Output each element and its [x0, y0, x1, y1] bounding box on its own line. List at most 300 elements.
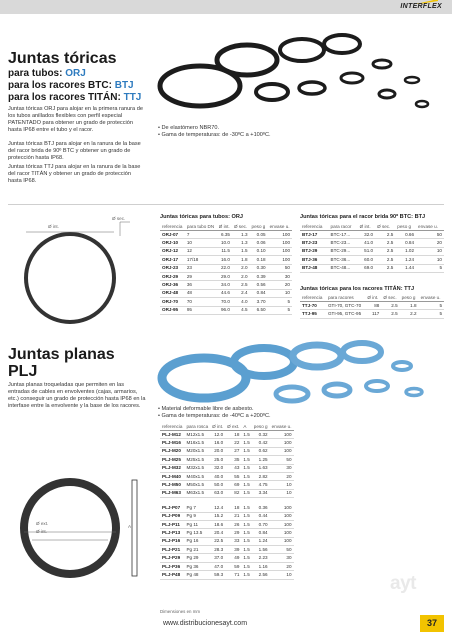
section2-para: Juntas planas troqueladas que permiten en las entradas de cables en envolventes (cajas, armarios, etc.) conseguir un grado de protección hasta IP68 en la interfase entre la envolvente y la base de los racores. [8, 382, 146, 409]
table-cell: 70 [185, 298, 217, 306]
table-cell: 82 [225, 489, 241, 497]
col-header: envase u. [268, 224, 292, 231]
table-cell: 33 [225, 537, 241, 545]
col-header: peso g [253, 424, 268, 429]
table-cell: 30 [270, 464, 294, 472]
table-cell: 16.0 [217, 256, 232, 264]
table-cell: 20 [268, 281, 292, 289]
company-logo: ayt [390, 573, 416, 594]
plj-table-body [160, 431, 294, 580]
col-header: para rosca [186, 424, 209, 429]
table-cell: 1.3 [232, 231, 250, 239]
table-cell: M63x1.5 [184, 489, 210, 497]
table-row [300, 256, 444, 264]
table-cell: 29 [225, 529, 241, 537]
table-cell: BTC-36... [329, 256, 358, 264]
table-cell: 27 [225, 447, 241, 455]
cell-reference: PLJ-P11 [160, 520, 184, 528]
table-cell: 10 [270, 481, 294, 489]
cell-reference: PLJ-M20 [160, 447, 184, 455]
feature-item: • Gama de temperaturas: de -30ºC a +100ºC. [158, 132, 358, 139]
table-cell: 22.0 [217, 264, 232, 272]
col-header: peso g [250, 224, 268, 231]
cell-reference: TTJ-95 [300, 310, 326, 318]
table-cell: 95 [185, 306, 217, 314]
table-cell: M20x1.5 [184, 447, 210, 455]
table-cell: 1.3 [232, 239, 250, 247]
table-cell: 88 [365, 302, 381, 310]
table-cell: 23 [185, 264, 217, 272]
table-cell: 1.5 [241, 529, 251, 537]
table-row [160, 298, 292, 306]
col-header: envase u. [416, 224, 444, 231]
table-cell: M40x1.5 [184, 472, 210, 480]
section1-para-ttj: Juntas tóricas TTJ para alojar en la ranura de la base del racor TITÁN y obtener un grado de protección hasta IP68. [8, 164, 141, 184]
table-cell: 0.36 [252, 504, 270, 512]
table-cell: 2.5 [375, 231, 395, 239]
table-cell: 3.70 [250, 298, 268, 306]
table-cell: 0.42 [252, 439, 270, 447]
table-cell: 12.0 [210, 431, 225, 439]
col-header: Ø int. [358, 224, 375, 231]
table-cell: 10 [270, 571, 294, 579]
table-cell: 44.6 [217, 289, 232, 297]
table-cell: 70.0 [217, 298, 232, 306]
table-cell: 4.5 [232, 306, 250, 314]
table-row [300, 302, 444, 310]
cell-reference: PLJ-M12 [160, 431, 184, 439]
table-cell: 1.56 [252, 546, 270, 554]
oring-diagram [8, 212, 148, 332]
table-cell: 29 [185, 272, 217, 280]
table-cell: 4.0 [232, 298, 250, 306]
cell-reference: ORJ-29 [160, 272, 185, 280]
cell-reference: ORJ-95 [160, 306, 185, 314]
table-cell: 0.84 [252, 529, 270, 537]
table-cell: Pg 11 [184, 520, 210, 528]
col-header: envase u. [271, 424, 292, 429]
table-cell: 39 [225, 546, 241, 554]
cell-reference: PLJ-M16 [160, 439, 184, 447]
table-cell: 21 [225, 512, 241, 520]
table-cell: 2.5 [381, 302, 399, 310]
col-header: referencia [300, 224, 329, 231]
table-cell: 60.0 [358, 256, 375, 264]
table-cell: 12 [185, 247, 217, 255]
table-cell: 117 [365, 310, 381, 318]
table-row [160, 256, 292, 264]
flat-gaskets-photo [152, 328, 442, 412]
table-cell: 50 [270, 546, 294, 554]
table-row [160, 306, 292, 314]
section1-sub-btj: para los racores BTC: BTJ [8, 80, 134, 91]
cell-reference: PLJ-P48 [160, 571, 184, 579]
table-cell: 100 [268, 239, 292, 247]
table-cell: 18 [225, 431, 241, 439]
dim-int-label: Ø int. [48, 224, 59, 229]
table-row [160, 464, 294, 472]
table-cell: 2.4 [232, 289, 250, 297]
table-cell: 1.5 [241, 439, 251, 447]
table-cell: M12x1.5 [184, 431, 210, 439]
cell-reference: PLJ-M25 [160, 456, 184, 464]
table-cell: 1.5 [232, 247, 250, 255]
col-header: referencia [300, 295, 326, 302]
ttj-table-body [300, 302, 444, 319]
table-cell: 50.0 [210, 481, 225, 489]
table-cell: 3.34 [252, 489, 270, 497]
table-row [160, 481, 294, 489]
table-cell: 2.5 [375, 264, 395, 272]
section1-title: Juntas tóricas [8, 50, 117, 67]
table-cell: 1.5 [241, 554, 251, 562]
table-cell: 1.5 [241, 546, 251, 554]
cell-reference: PLJ-P36 [160, 562, 184, 570]
table-cell: 40.0 [210, 472, 225, 480]
cell-reference: PLJ-M63 [160, 489, 184, 497]
dim-int-label: Ø int. [36, 529, 47, 534]
table-cell: 1.8 [232, 256, 250, 264]
footer-url-link[interactable]: www.distribucionesayt.com [163, 620, 248, 627]
table-cell: 36 [185, 281, 217, 289]
table-cell: 59.3 [210, 571, 225, 579]
table-cell: 0.10 [250, 247, 268, 255]
table-row [160, 289, 292, 297]
table-row [160, 447, 294, 455]
cell-reference: ORJ-36 [160, 281, 185, 289]
btj-table [300, 224, 444, 273]
plj-table [160, 424, 294, 580]
table-row [160, 264, 292, 272]
cell-reference: ORJ-70 [160, 298, 185, 306]
table-cell: 1.5 [241, 464, 251, 472]
table-cell: BTC-17... [329, 231, 358, 239]
table-cell: 2.56 [252, 571, 270, 579]
table-cell: M50x1.5 [184, 481, 210, 489]
col-header: para racores [326, 295, 365, 302]
table-cell: M25x1.5 [184, 456, 210, 464]
table-cell: 2.2 [400, 310, 419, 318]
table-cell: 1.5 [241, 571, 251, 579]
cell-reference: ORJ-07 [160, 231, 185, 239]
cell-reference: BTJ-23 [300, 239, 329, 247]
table-cell: 96.0 [217, 306, 232, 314]
table-cell: 100 [268, 247, 292, 255]
table-cell: 1.5 [241, 447, 251, 455]
table-cell: M16x1.5 [184, 439, 210, 447]
table-cell: 1.24 [395, 256, 416, 264]
cell-reference: PLJ-P13 [160, 529, 184, 537]
table-cell: 55 [225, 472, 241, 480]
btj-table-title: Juntas tóricas para el racor brida 90º BTC: BTJ [300, 214, 426, 220]
btj-table-body [300, 231, 444, 273]
table-cell: GTI-95, GTC-95 [326, 310, 365, 318]
table-cell: Pg 48 [184, 571, 210, 579]
section2-title: Juntas planas [8, 346, 115, 363]
table-cell: 10 [270, 489, 294, 497]
feature-item: • Gama de temperaturas: de -40ºC a +200ºC. [158, 413, 358, 420]
table-cell: 1.25 [252, 456, 270, 464]
table-cell: 100 [270, 504, 294, 512]
table-row [300, 264, 444, 272]
feature-item: • De elastómero NBR70. [158, 125, 358, 132]
table-cell: 0.30 [250, 264, 268, 272]
table-cell: 17/18 [185, 256, 217, 264]
table-cell: 1.16 [252, 562, 270, 570]
table-row [160, 571, 294, 579]
table-cell: 1.02 [395, 247, 416, 255]
dimensions-note: Dimensiones en mm [160, 609, 201, 614]
table-cell: 41.0 [358, 239, 375, 247]
table-row [160, 562, 294, 570]
table-cell: 6.50 [250, 306, 268, 314]
table-cell: 0.84 [395, 239, 416, 247]
table-cell: 0.70 [252, 520, 270, 528]
table-row [160, 281, 292, 289]
table-row [160, 504, 294, 512]
table-cell: 1.5 [241, 504, 251, 512]
table-row [160, 512, 294, 520]
section1-sub-orj: para tubos: ORJ [8, 68, 86, 79]
brand-name: INTERFLEX [400, 3, 442, 10]
cell-reference: PLJ-P21 [160, 546, 184, 554]
table-cell: Pg 16 [184, 537, 210, 545]
table-cell: 5 [419, 302, 444, 310]
table-row [160, 554, 294, 562]
table-row [160, 431, 294, 439]
table-cell: 22.5 [210, 537, 225, 545]
table-cell: 29.0 [217, 272, 232, 280]
table-cell: 0.84 [250, 289, 268, 297]
table-cell: 10 [416, 247, 444, 255]
table-cell: 1.63 [252, 464, 270, 472]
table-row [160, 239, 292, 247]
ttj-table [300, 295, 444, 319]
table-cell: 35 [225, 456, 241, 464]
table-row [160, 546, 294, 554]
table-cell: 2.5 [375, 239, 395, 247]
table-cell: Pg 36 [184, 562, 210, 570]
col-header: para tubo DN [185, 224, 217, 231]
section1-para-btj: Juntas tóricas BTJ para alojar en la ranura de la base del racor brida de 90º BTC y obtener un grado de protección hasta IP68. [8, 141, 141, 161]
cell-reference: PLJ-P07 [160, 504, 184, 512]
table-cell: 32.0 [210, 464, 225, 472]
table-cell: 2.5 [375, 247, 395, 255]
table-cell: 49 [225, 554, 241, 562]
table-row [160, 520, 294, 528]
section1-sub-ttj: para los racores TITÁN: TTJ [8, 92, 142, 103]
section2-features [158, 406, 358, 420]
table-cell: 100 [270, 520, 294, 528]
table-cell: 0.66 [395, 231, 416, 239]
table-cell: Pg 21 [184, 546, 210, 554]
table-cell: 48 [185, 289, 217, 297]
table-cell: 1.5 [241, 472, 251, 480]
table-row [160, 529, 294, 537]
table-cell: 18 [225, 504, 241, 512]
table-cell: 71 [225, 571, 241, 579]
table-cell: 69.0 [358, 264, 375, 272]
cell-reference: TTJ-70 [300, 302, 326, 310]
cell-reference: PLJ-M40 [160, 472, 184, 480]
table-cell: BTC-48... [329, 264, 358, 272]
col-header: Ø int. [217, 224, 232, 231]
cell-reference: ORJ-48 [160, 289, 185, 297]
table-cell: 1.8 [400, 302, 419, 310]
table-cell: BTC-29... [329, 247, 358, 255]
col-header: referencia [162, 424, 183, 429]
col-header: peso g [395, 224, 416, 231]
table-cell: GTI-70, GTC-70 [326, 302, 365, 310]
table-cell: 5 [268, 298, 292, 306]
cell-reference: PLJ-M32 [160, 464, 184, 472]
table-row [160, 439, 294, 447]
table-row [300, 310, 444, 318]
header-bar [0, 0, 452, 14]
table-row [300, 239, 444, 247]
table-cell: 10 [416, 256, 444, 264]
flat-gasket-diagram [8, 428, 148, 598]
cell-reference: ORJ-12 [160, 247, 185, 255]
table-cell: 0.32 [252, 431, 270, 439]
table-cell: 16.0 [210, 439, 225, 447]
col-header: peso g [400, 295, 419, 302]
col-header: referencia [160, 224, 185, 231]
table-cell: 1.5 [241, 512, 251, 520]
table-cell: 1.5 [241, 520, 251, 528]
table-cell: 1.5 [241, 562, 251, 570]
table-cell: 50 [416, 231, 444, 239]
table-row [160, 272, 292, 280]
table-cell: 5 [416, 264, 444, 272]
table-cell: 18.6 [210, 520, 225, 528]
table-cell: 34.0 [217, 281, 232, 289]
table-cell: 10 [268, 289, 292, 297]
table-cell: Pg 29 [184, 554, 210, 562]
table-cell: 22 [225, 439, 241, 447]
orj-table-body [160, 231, 292, 315]
table-cell: 30 [270, 554, 294, 562]
table-cell: 4.75 [252, 481, 270, 489]
table-cell: 1.5 [241, 456, 251, 464]
table-cell: 0.39 [250, 272, 268, 280]
table-row [160, 537, 294, 545]
col-header: Ø int. [365, 295, 381, 302]
table-row [160, 247, 292, 255]
table-cell: 100 [270, 439, 294, 447]
table-cell: 20.4 [210, 529, 225, 537]
page-number: 37 [420, 615, 444, 632]
table-cell: Pg 13.5 [184, 529, 210, 537]
table-cell: 32.0 [358, 231, 375, 239]
table-cell: 0.18 [250, 256, 268, 264]
col-header: para racor [329, 224, 358, 231]
table-cell: 51.0 [358, 247, 375, 255]
table-cell: M32x1.5 [184, 464, 210, 472]
cell-reference: PLJ-M50 [160, 481, 184, 489]
table-cell: 26 [225, 520, 241, 528]
col-header: Ø ext. [227, 424, 240, 429]
table-cell: 20.0 [210, 447, 225, 455]
table-cell: 47.0 [210, 562, 225, 570]
dim-sec-label: Ø sec. [112, 216, 126, 221]
table-cell: 20 [270, 562, 294, 570]
table-cell: 10.0 [217, 239, 232, 247]
table-cell: 0.62 [252, 447, 270, 455]
table-cell: 12.4 [210, 504, 225, 512]
col-header: Ø sec. [232, 224, 250, 231]
table-cell: 63.0 [210, 489, 225, 497]
table-cell: 59 [225, 562, 241, 570]
table-cell: BTC-23... [329, 239, 358, 247]
table-cell: 50 [268, 264, 292, 272]
table-cell: 1.5 [241, 431, 251, 439]
cell-reference: ORJ-23 [160, 264, 185, 272]
table-cell: 2.23 [252, 554, 270, 562]
cell-reference: PLJ-P16 [160, 537, 184, 545]
table-cell: 2.5 [232, 281, 250, 289]
table-row [300, 231, 444, 239]
table-row [160, 472, 294, 480]
table-cell: 1.5 [241, 481, 251, 489]
cell-reference: PLJ-P09 [160, 512, 184, 520]
cell-reference: BTJ-36 [300, 256, 329, 264]
col-header: Ø int. [212, 424, 224, 429]
table-cell: 6.35 [217, 231, 232, 239]
table-cell: 2.0 [232, 272, 250, 280]
divider [8, 204, 444, 205]
orj-table [160, 224, 292, 315]
table-row [300, 247, 444, 255]
cell-reference: ORJ-17 [160, 256, 185, 264]
col-header: envase u. [419, 295, 444, 302]
orj-table-title: Juntas tóricas para tubos: ORJ [160, 214, 243, 220]
table-cell: 20 [416, 239, 444, 247]
table-cell: 30 [268, 272, 292, 280]
table-cell: 100 [270, 537, 294, 545]
table-cell: 1.5 [241, 489, 251, 497]
table-cell: 2.0 [232, 264, 250, 272]
table-row [160, 456, 294, 464]
table-cell: 100 [270, 529, 294, 537]
cell-reference: PLJ-P29 [160, 554, 184, 562]
table-cell: 50 [270, 456, 294, 464]
table-cell: 100 [270, 447, 294, 455]
col-header: A [241, 424, 251, 431]
table-cell: 100 [268, 231, 292, 239]
table-cell: 100 [270, 512, 294, 520]
dim-ext-label: Ø ext. [36, 521, 49, 526]
col-header: Ø sec. [381, 295, 399, 302]
table-cell: 100 [270, 431, 294, 439]
table-cell: 1.44 [395, 264, 416, 272]
table-cell: 20 [270, 472, 294, 480]
table-cell: 5 [268, 306, 292, 314]
table-cell: 11.5 [217, 247, 232, 255]
table-cell: 5 [419, 310, 444, 318]
cell-reference: BTJ-29 [300, 247, 329, 255]
section1-para-orj: Juntas tóricas ORJ para alojar en la primera ranura de los tubos anillados flexibles con perfil especial PATENTADO para obtener un grado de protección hasta IP68 entre el tubo y el racor. [8, 106, 143, 133]
ttj-table-title: Juntas tóricas para los racores TITÁN: TTJ [300, 286, 415, 292]
table-cell: 100 [268, 256, 292, 264]
section2-code: PLJ [8, 363, 38, 380]
orings-photo [152, 20, 442, 128]
table-cell: 2.5 [381, 310, 399, 318]
table-cell: 37.0 [210, 554, 225, 562]
table-row [160, 231, 292, 239]
cell-reference: BTJ-17 [300, 231, 329, 239]
table-cell: 10 [185, 239, 217, 247]
